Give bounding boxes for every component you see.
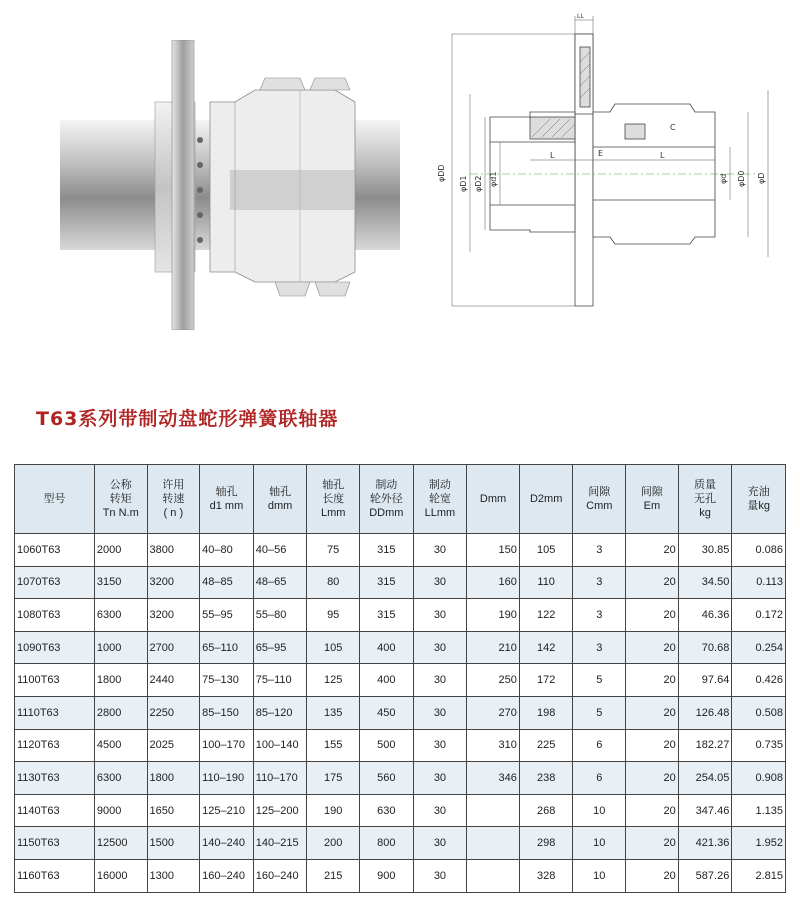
column-header: Dmm <box>467 465 520 534</box>
table-cell: 75–110 <box>253 664 307 697</box>
table-cell <box>467 827 520 860</box>
table-cell: 1160T63 <box>15 859 95 892</box>
table-cell: 182.27 <box>678 729 732 762</box>
table-cell: 34.50 <box>678 566 732 599</box>
table-cell: 4500 <box>94 729 147 762</box>
label-d0: φD0 <box>737 170 746 187</box>
table-cell: 30 <box>413 631 467 664</box>
table-cell: 30 <box>413 794 467 827</box>
table-cell: 20 <box>626 599 679 632</box>
table-cell: 55–80 <box>253 599 307 632</box>
table-cell: 0.086 <box>732 534 786 567</box>
table-cell: 1070T63 <box>15 566 95 599</box>
table-cell: 1300 <box>147 859 200 892</box>
table-cell: 400 <box>360 631 414 664</box>
column-header: D2mm <box>519 465 573 534</box>
table-cell: 315 <box>360 599 414 632</box>
table-cell: 3 <box>573 534 626 567</box>
table-cell: 1500 <box>147 827 200 860</box>
table-cell: 500 <box>360 729 414 762</box>
table-cell: 126.48 <box>678 696 732 729</box>
table-cell: 1.952 <box>732 827 786 860</box>
table-cell: 6300 <box>94 599 147 632</box>
table-cell: 1800 <box>147 762 200 795</box>
table-cell: 1140T63 <box>15 794 95 827</box>
table-cell: 3 <box>573 566 626 599</box>
table-cell: 1110T63 <box>15 696 95 729</box>
column-header: 充油 量kg <box>732 465 786 534</box>
table-cell <box>467 859 520 892</box>
table-cell: 160–240 <box>200 859 254 892</box>
table-cell: 100–170 <box>200 729 254 762</box>
table-cell: 225 <box>519 729 573 762</box>
table-cell: 1120T63 <box>15 729 95 762</box>
table-cell: 587.26 <box>678 859 732 892</box>
table-cell: 2800 <box>94 696 147 729</box>
table-cell: 80 <box>307 566 360 599</box>
table-cell: 142 <box>519 631 573 664</box>
table-cell: 190 <box>467 599 520 632</box>
table-cell: 346 <box>467 762 520 795</box>
table-cell: 110–190 <box>200 762 254 795</box>
table-row <box>15 794 786 827</box>
table-cell: 2.815 <box>732 859 786 892</box>
table-cell: 160–240 <box>253 859 307 892</box>
table-cell: 85–150 <box>200 696 254 729</box>
table-cell: 900 <box>360 859 414 892</box>
table-row <box>15 859 786 892</box>
table-cell: 125 <box>307 664 360 697</box>
table-cell: 400 <box>360 664 414 697</box>
column-header: 许用 转速 ( n ) <box>147 465 200 534</box>
table-row <box>15 729 786 762</box>
table-cell: 200 <box>307 827 360 860</box>
label-d1: φd1 <box>489 171 498 187</box>
table-cell: 20 <box>626 827 679 860</box>
table-cell: 268 <box>519 794 573 827</box>
table-cell: 10 <box>573 859 626 892</box>
table-cell: 20 <box>626 729 679 762</box>
table-cell: 97.64 <box>678 664 732 697</box>
table-cell: 298 <box>519 827 573 860</box>
brake-disc <box>172 40 194 330</box>
table-cell: 20 <box>626 794 679 827</box>
column-header: 间隙 Em <box>626 465 679 534</box>
table-cell: 125–210 <box>200 794 254 827</box>
table-cell: 30 <box>413 762 467 795</box>
table-row <box>15 696 786 729</box>
table-cell: 105 <box>519 534 573 567</box>
table-cell: 5 <box>573 696 626 729</box>
label-d-outer: φD <box>757 172 766 184</box>
table-cell: 20 <box>626 762 679 795</box>
table-cell: 0.426 <box>732 664 786 697</box>
table-cell: 6 <box>573 762 626 795</box>
table-cell: 16000 <box>94 859 147 892</box>
table-cell: 0.508 <box>732 696 786 729</box>
table-cell: 0.908 <box>732 762 786 795</box>
table-cell: 75 <box>307 534 360 567</box>
table-cell: 238 <box>519 762 573 795</box>
table-cell: 20 <box>626 696 679 729</box>
table-cell: 20 <box>626 566 679 599</box>
table-row <box>15 664 786 697</box>
table-cell: 347.46 <box>678 794 732 827</box>
table-cell: 421.36 <box>678 827 732 860</box>
table-cell: 190 <box>307 794 360 827</box>
table-cell: 100–140 <box>253 729 307 762</box>
label-e: E <box>598 149 604 158</box>
table-cell: 2250 <box>147 696 200 729</box>
table-cell: 110–170 <box>253 762 307 795</box>
table-cell: 6 <box>573 729 626 762</box>
table-cell: 1090T63 <box>15 631 95 664</box>
table-cell: 48–85 <box>200 566 254 599</box>
table-cell: 122 <box>519 599 573 632</box>
table-cell: 2440 <box>147 664 200 697</box>
spec-table <box>14 464 786 893</box>
table-cell: 75–130 <box>200 664 254 697</box>
table-cell: 110 <box>519 566 573 599</box>
table-cell: 3150 <box>94 566 147 599</box>
table-cell: 65–110 <box>200 631 254 664</box>
table-cell: 560 <box>360 762 414 795</box>
table-cell: 140–240 <box>200 827 254 860</box>
table-cell <box>467 794 520 827</box>
table-cell: 0.113 <box>732 566 786 599</box>
table-cell: 3800 <box>147 534 200 567</box>
table-cell: 210 <box>467 631 520 664</box>
table-cell: 3 <box>573 631 626 664</box>
table-cell: 48–65 <box>253 566 307 599</box>
table-cell: 140–215 <box>253 827 307 860</box>
table-cell: 0.254 <box>732 631 786 664</box>
table-row <box>15 599 786 632</box>
table-cell: 1150T63 <box>15 827 95 860</box>
table-cell: 2025 <box>147 729 200 762</box>
table-cell: 105 <box>307 631 360 664</box>
table-cell: 9000 <box>94 794 147 827</box>
column-header: 公称 转矩 Tn N.m <box>94 465 147 534</box>
table-cell: 2700 <box>147 631 200 664</box>
table-cell: 254.05 <box>678 762 732 795</box>
table-cell: 175 <box>307 762 360 795</box>
table-cell: 85–120 <box>253 696 307 729</box>
table-cell: 10 <box>573 794 626 827</box>
column-header: 轴孔 d1 mm <box>200 465 254 534</box>
table-cell: 328 <box>519 859 573 892</box>
table-cell: 630 <box>360 794 414 827</box>
table-cell: 55–95 <box>200 599 254 632</box>
table-cell: 1130T63 <box>15 762 95 795</box>
table-cell: 46.36 <box>678 599 732 632</box>
table-cell: 30 <box>413 859 467 892</box>
label-d1-outer: φD1 <box>459 175 468 192</box>
table-cell: 5 <box>573 664 626 697</box>
table-cell: 3 <box>573 599 626 632</box>
table-cell: 2000 <box>94 534 147 567</box>
table-cell: 1.135 <box>732 794 786 827</box>
column-header: 制动 轮外径 DDmm <box>360 465 414 534</box>
table-cell: 40–80 <box>200 534 254 567</box>
table-cell: 1080T63 <box>15 599 95 632</box>
table-cell: 95 <box>307 599 360 632</box>
table-cell: 30 <box>413 664 467 697</box>
table-cell: 6300 <box>94 762 147 795</box>
table-cell: 160 <box>467 566 520 599</box>
table-cell: 30 <box>413 696 467 729</box>
table-cell: 3200 <box>147 566 200 599</box>
table-cell: 450 <box>360 696 414 729</box>
table-cell: 30 <box>413 534 467 567</box>
table-cell: 0.172 <box>732 599 786 632</box>
table-cell: 20 <box>626 859 679 892</box>
table-cell: 20 <box>626 534 679 567</box>
page-title: T63系列带制动盘蛇形弹簧联轴器 <box>36 408 339 430</box>
table-row <box>15 534 786 567</box>
column-header: 型号 <box>15 465 95 534</box>
table-cell: 270 <box>467 696 520 729</box>
table-cell: 1060T63 <box>15 534 95 567</box>
label-ll: LL <box>577 13 584 20</box>
table-cell: 20 <box>626 664 679 697</box>
label-d2: φD2 <box>474 175 483 192</box>
table-cell: 30 <box>413 599 467 632</box>
table-cell: 310 <box>467 729 520 762</box>
coupling-section-drawing <box>430 12 780 312</box>
table-cell: 30 <box>413 729 467 762</box>
table-cell: 250 <box>467 664 520 697</box>
column-header: 轴孔 dmm <box>253 465 307 534</box>
label-c: C <box>670 123 676 132</box>
column-header: 轴孔 长度 Lmm <box>307 465 360 534</box>
table-cell: 30 <box>413 827 467 860</box>
table-cell: 0.735 <box>732 729 786 762</box>
label-l-right: L <box>660 151 665 160</box>
table-cell: 135 <box>307 696 360 729</box>
table-cell: 1800 <box>94 664 147 697</box>
table-header-row <box>15 465 786 534</box>
table-row <box>15 631 786 664</box>
table-cell: 125–200 <box>253 794 307 827</box>
table-row <box>15 762 786 795</box>
table-row <box>15 566 786 599</box>
coupling-product-photo <box>60 40 400 330</box>
table-cell: 150 <box>467 534 520 567</box>
table-cell: 70.68 <box>678 631 732 664</box>
table-cell: 40–56 <box>253 534 307 567</box>
column-header: 间隙 Cmm <box>573 465 626 534</box>
table-cell: 20 <box>626 631 679 664</box>
table-cell: 10 <box>573 827 626 860</box>
table-cell: 1100T63 <box>15 664 95 697</box>
table-cell: 1650 <box>147 794 200 827</box>
label-d: φd <box>719 173 728 184</box>
table-cell: 30.85 <box>678 534 732 567</box>
table-cell: 172 <box>519 664 573 697</box>
table-cell: 65–95 <box>253 631 307 664</box>
table-cell: 155 <box>307 729 360 762</box>
table-cell: 3200 <box>147 599 200 632</box>
table-cell: 12500 <box>94 827 147 860</box>
label-dd: φDD <box>437 164 446 182</box>
table-row <box>15 827 786 860</box>
table-cell: 30 <box>413 566 467 599</box>
column-header: 质量 无孔 kg <box>678 465 732 534</box>
table-cell: 800 <box>360 827 414 860</box>
table-cell: 315 <box>360 534 414 567</box>
label-l-left: L <box>550 151 555 160</box>
table-cell: 315 <box>360 566 414 599</box>
table-cell: 198 <box>519 696 573 729</box>
table-cell: 215 <box>307 859 360 892</box>
column-header: 制动 轮宽 LLmm <box>413 465 467 534</box>
table-cell: 1000 <box>94 631 147 664</box>
